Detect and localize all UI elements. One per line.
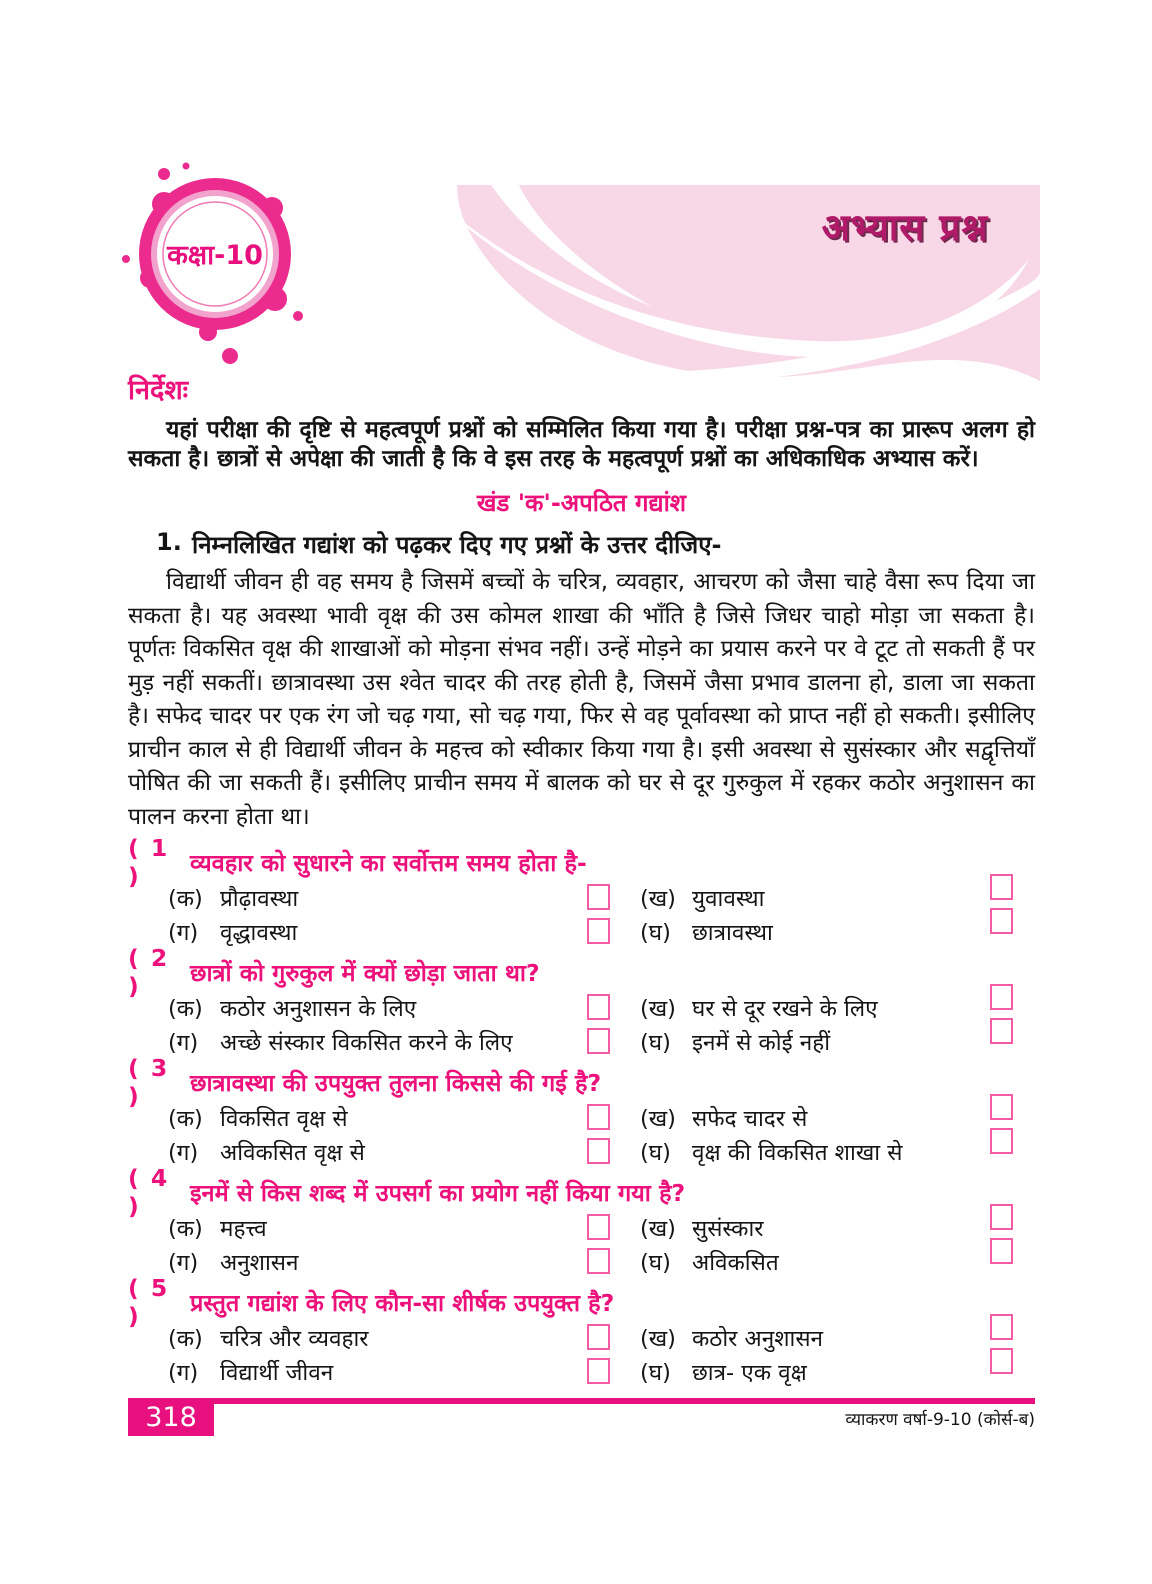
option-text: वृक्ष की विकसित शाखा से <box>692 1139 903 1166</box>
exercise-number: 1. <box>156 528 182 556</box>
page-content <box>128 370 1035 1394</box>
option-label: (ग) <box>168 919 199 946</box>
option-text: महत्त्व <box>220 1215 267 1242</box>
option-text: अविकसित <box>692 1249 779 1276</box>
question-number: ( 4 ) <box>128 1164 170 1220</box>
question-1 <box>128 834 1035 948</box>
option-text: प्रौढ़ावस्था <box>220 885 299 912</box>
option-kha <box>610 882 1035 913</box>
option-kha <box>610 992 1035 1023</box>
answer-checkbox[interactable] <box>990 1018 1013 1044</box>
question-heading <box>128 1274 1035 1330</box>
option-kha <box>610 1102 1035 1133</box>
answer-checkbox[interactable] <box>990 908 1013 934</box>
question-number: ( 1 ) <box>128 834 170 890</box>
question-number: ( 5 ) <box>128 1274 170 1330</box>
answer-checkbox[interactable] <box>587 1138 610 1164</box>
option-text: कठोर अनुशासन <box>692 1325 824 1352</box>
option-ga <box>128 1246 610 1277</box>
question-heading <box>128 834 1035 890</box>
option-label: (ख) <box>640 1105 676 1132</box>
instructions-text: यहां परीक्षा की दृष्टि से महत्वपूर्ण प्रश्नों को सम्मिलित किया गया है। परीक्षा प्रश्न-पत्र का प्रारूप अलग हो सकता है। छात्रों से अपेक्षा की जाती है कि वे इस तरह के महत्वपूर्ण प्रश्नों का अधिकाधिक अभ्यास करें। <box>128 417 1035 472</box>
option-row <box>128 914 1035 948</box>
question-text: छात्रावस्था की उपयुक्त तुलना किससे की गई है? <box>190 1069 602 1097</box>
answer-checkbox[interactable] <box>587 994 610 1020</box>
option-label: (ग) <box>168 1029 199 1056</box>
question-heading <box>128 944 1035 1000</box>
question-text: इनमें से किस शब्द में उपसर्ग का प्रयोग नहीं किया गया है? <box>190 1179 686 1207</box>
option-text: इनमें से कोई नहीं <box>692 1029 831 1056</box>
answer-checkbox[interactable] <box>990 1314 1013 1340</box>
instructions-heading: निर्देशः <box>128 375 189 406</box>
option-text: अच्छे संस्कार विकसित करने के लिए <box>220 1029 513 1056</box>
answer-checkbox[interactable] <box>587 1248 610 1274</box>
option-label: (ग) <box>168 1139 199 1166</box>
option-label: (घ) <box>640 1029 671 1056</box>
option-text: छात्रावस्था <box>692 919 773 946</box>
option-label: (घ) <box>640 1139 671 1166</box>
question-text: छात्रों को गुरुकुल में क्यों छोड़ा जाता था? <box>190 959 540 987</box>
answer-checkbox[interactable] <box>990 1238 1013 1264</box>
option-row <box>128 880 1035 914</box>
answer-checkbox[interactable] <box>587 1028 610 1054</box>
option-gha <box>610 1356 1035 1387</box>
option-ka <box>128 1212 610 1243</box>
answer-checkbox[interactable] <box>990 984 1013 1010</box>
option-row <box>128 1100 1035 1134</box>
page-number: 318 <box>128 1398 214 1436</box>
option-label: (ग) <box>168 1249 199 1276</box>
question-text: प्रस्तुत गद्यांश के लिए कौन-सा शीर्षक उपयुक्त है? <box>190 1289 615 1317</box>
answer-checkbox[interactable] <box>990 1204 1013 1230</box>
option-ga <box>128 916 610 947</box>
option-text: घर से दूर रखने के लिए <box>692 995 878 1022</box>
option-kha <box>610 1322 1035 1353</box>
reading-passage: विद्यार्थी जीवन ही वह समय है जिसमें बच्चों के चरित्र, व्यवहार, आचरण को जैसा चाहे वैसा रूप दिया जा सकता है। यह अवस्था भावी वृक्ष की उस कोमल शाखा की भाँति है जिसे जिधर चाहो मोड़ा जा सकता है। पूर्णतः विकसित वृक्ष की शाखाओं को मोड़ना संभव नहीं। उन्हें मोड़ने का प्रयास करने पर वे टूट तो सकती हैं पर मुड़ नहीं सकतीं। छात्रावस्था उस श्वेत चादर की तरह होती है, जिसमें जैसा प्रभाव डालना हो, डाला जा सकता है। सफेद चादर पर एक रंग जो चढ़ गया, सो चढ़ गया, फिर से वह पूर्वावस्था को प्राप्त नहीं हो सकती। इसीलिए प्राचीन काल से ही विद्यार्थी जीवन के महत्त्व को स्वीकार किया गया है। इसी अवस्था से सुसंस्कार और सद्वृत्तियाँ पोषित की जा सकती हैं। इसीलिए प्राचीन समय में बालक को घर से दूर गुरुकुल में रहकर कठोर अनुशासन का पालन करना होता था। <box>128 569 1035 830</box>
option-ka <box>128 1102 610 1133</box>
answer-checkbox[interactable] <box>587 1214 610 1240</box>
option-label: (ग) <box>168 1359 199 1386</box>
option-label: (घ) <box>640 919 671 946</box>
answer-checkbox[interactable] <box>587 884 610 910</box>
option-label: (क) <box>168 1325 203 1352</box>
option-label: (ख) <box>640 1325 676 1352</box>
answer-checkbox[interactable] <box>587 1358 610 1384</box>
option-label: (ख) <box>640 995 676 1022</box>
option-row <box>128 1244 1035 1278</box>
question-number: ( 2 ) <box>128 944 170 1000</box>
option-text: युवावस्था <box>692 885 765 912</box>
question-text: व्यवहार को सुधारने का सर्वोत्तम समय होता है- <box>190 849 587 877</box>
option-ga <box>128 1026 610 1057</box>
option-ga <box>128 1356 610 1387</box>
question-5 <box>128 1274 1035 1388</box>
option-row <box>128 1024 1035 1058</box>
option-row <box>128 990 1035 1024</box>
answer-checkbox[interactable] <box>990 874 1013 900</box>
footer-rule <box>128 1398 1035 1404</box>
option-gha <box>610 916 1035 947</box>
option-gha <box>610 1246 1035 1277</box>
answer-checkbox[interactable] <box>587 918 610 944</box>
answer-checkbox[interactable] <box>990 1348 1013 1374</box>
page-title: अभ्यास प्रश्न <box>821 206 989 249</box>
option-text: सुसंस्कार <box>692 1215 764 1242</box>
exercise-prompt <box>128 528 1035 561</box>
answer-checkbox[interactable] <box>587 1324 610 1350</box>
option-ka <box>128 1322 610 1353</box>
option-ka <box>128 992 610 1023</box>
option-label: (घ) <box>640 1249 671 1276</box>
answer-checkbox[interactable] <box>990 1094 1013 1120</box>
answer-checkbox[interactable] <box>990 1128 1013 1154</box>
question-2 <box>128 944 1035 1058</box>
option-row <box>128 1354 1035 1388</box>
option-text: वृद्धावस्था <box>220 919 298 946</box>
answer-checkbox[interactable] <box>587 1104 610 1130</box>
option-label: (क) <box>168 1105 203 1132</box>
option-label: (क) <box>168 885 203 912</box>
option-gha <box>610 1136 1035 1167</box>
option-text: छात्र- एक वृक्ष <box>692 1359 807 1386</box>
option-text: अविकसित वृक्ष से <box>220 1139 365 1166</box>
option-text: अनुशासन <box>220 1249 299 1276</box>
option-row <box>128 1320 1035 1354</box>
exercise-prompt-text: निम्नलिखित गद्यांश को पढ़कर दिए गए प्रश्नों के उत्तर दीजिए- <box>192 531 722 559</box>
class-badge-label: कक्षा-10 <box>167 240 263 271</box>
question-heading <box>128 1054 1035 1110</box>
option-label: (क) <box>168 995 203 1022</box>
question-3 <box>128 1054 1035 1168</box>
question-heading <box>128 1164 1035 1220</box>
option-ga <box>128 1136 610 1167</box>
option-label: (घ) <box>640 1359 671 1386</box>
option-row <box>128 1134 1035 1168</box>
option-row <box>128 1210 1035 1244</box>
option-label: (ख) <box>640 885 676 912</box>
option-gha <box>610 1026 1035 1057</box>
option-text: चरित्र और व्यवहार <box>220 1325 369 1352</box>
option-ka <box>128 882 610 913</box>
section-heading: खंड 'क'-अपठित गद्यांश <box>476 489 687 517</box>
option-kha <box>610 1212 1035 1243</box>
question-4 <box>128 1164 1035 1278</box>
class-badge <box>112 156 322 366</box>
option-text: विकसित वृक्ष से <box>220 1105 348 1132</box>
option-text: कठोर अनुशासन के लिए <box>220 995 417 1022</box>
book-title: व्याकरण वर्षा-9-10 (कोर्स-ब) <box>845 1410 1035 1430</box>
option-label: (ख) <box>640 1215 676 1242</box>
option-text: सफेद चादर से <box>692 1105 808 1132</box>
question-number: ( 3 ) <box>128 1054 170 1110</box>
option-text: विद्यार्थी जीवन <box>220 1359 334 1386</box>
option-label: (क) <box>168 1215 203 1242</box>
